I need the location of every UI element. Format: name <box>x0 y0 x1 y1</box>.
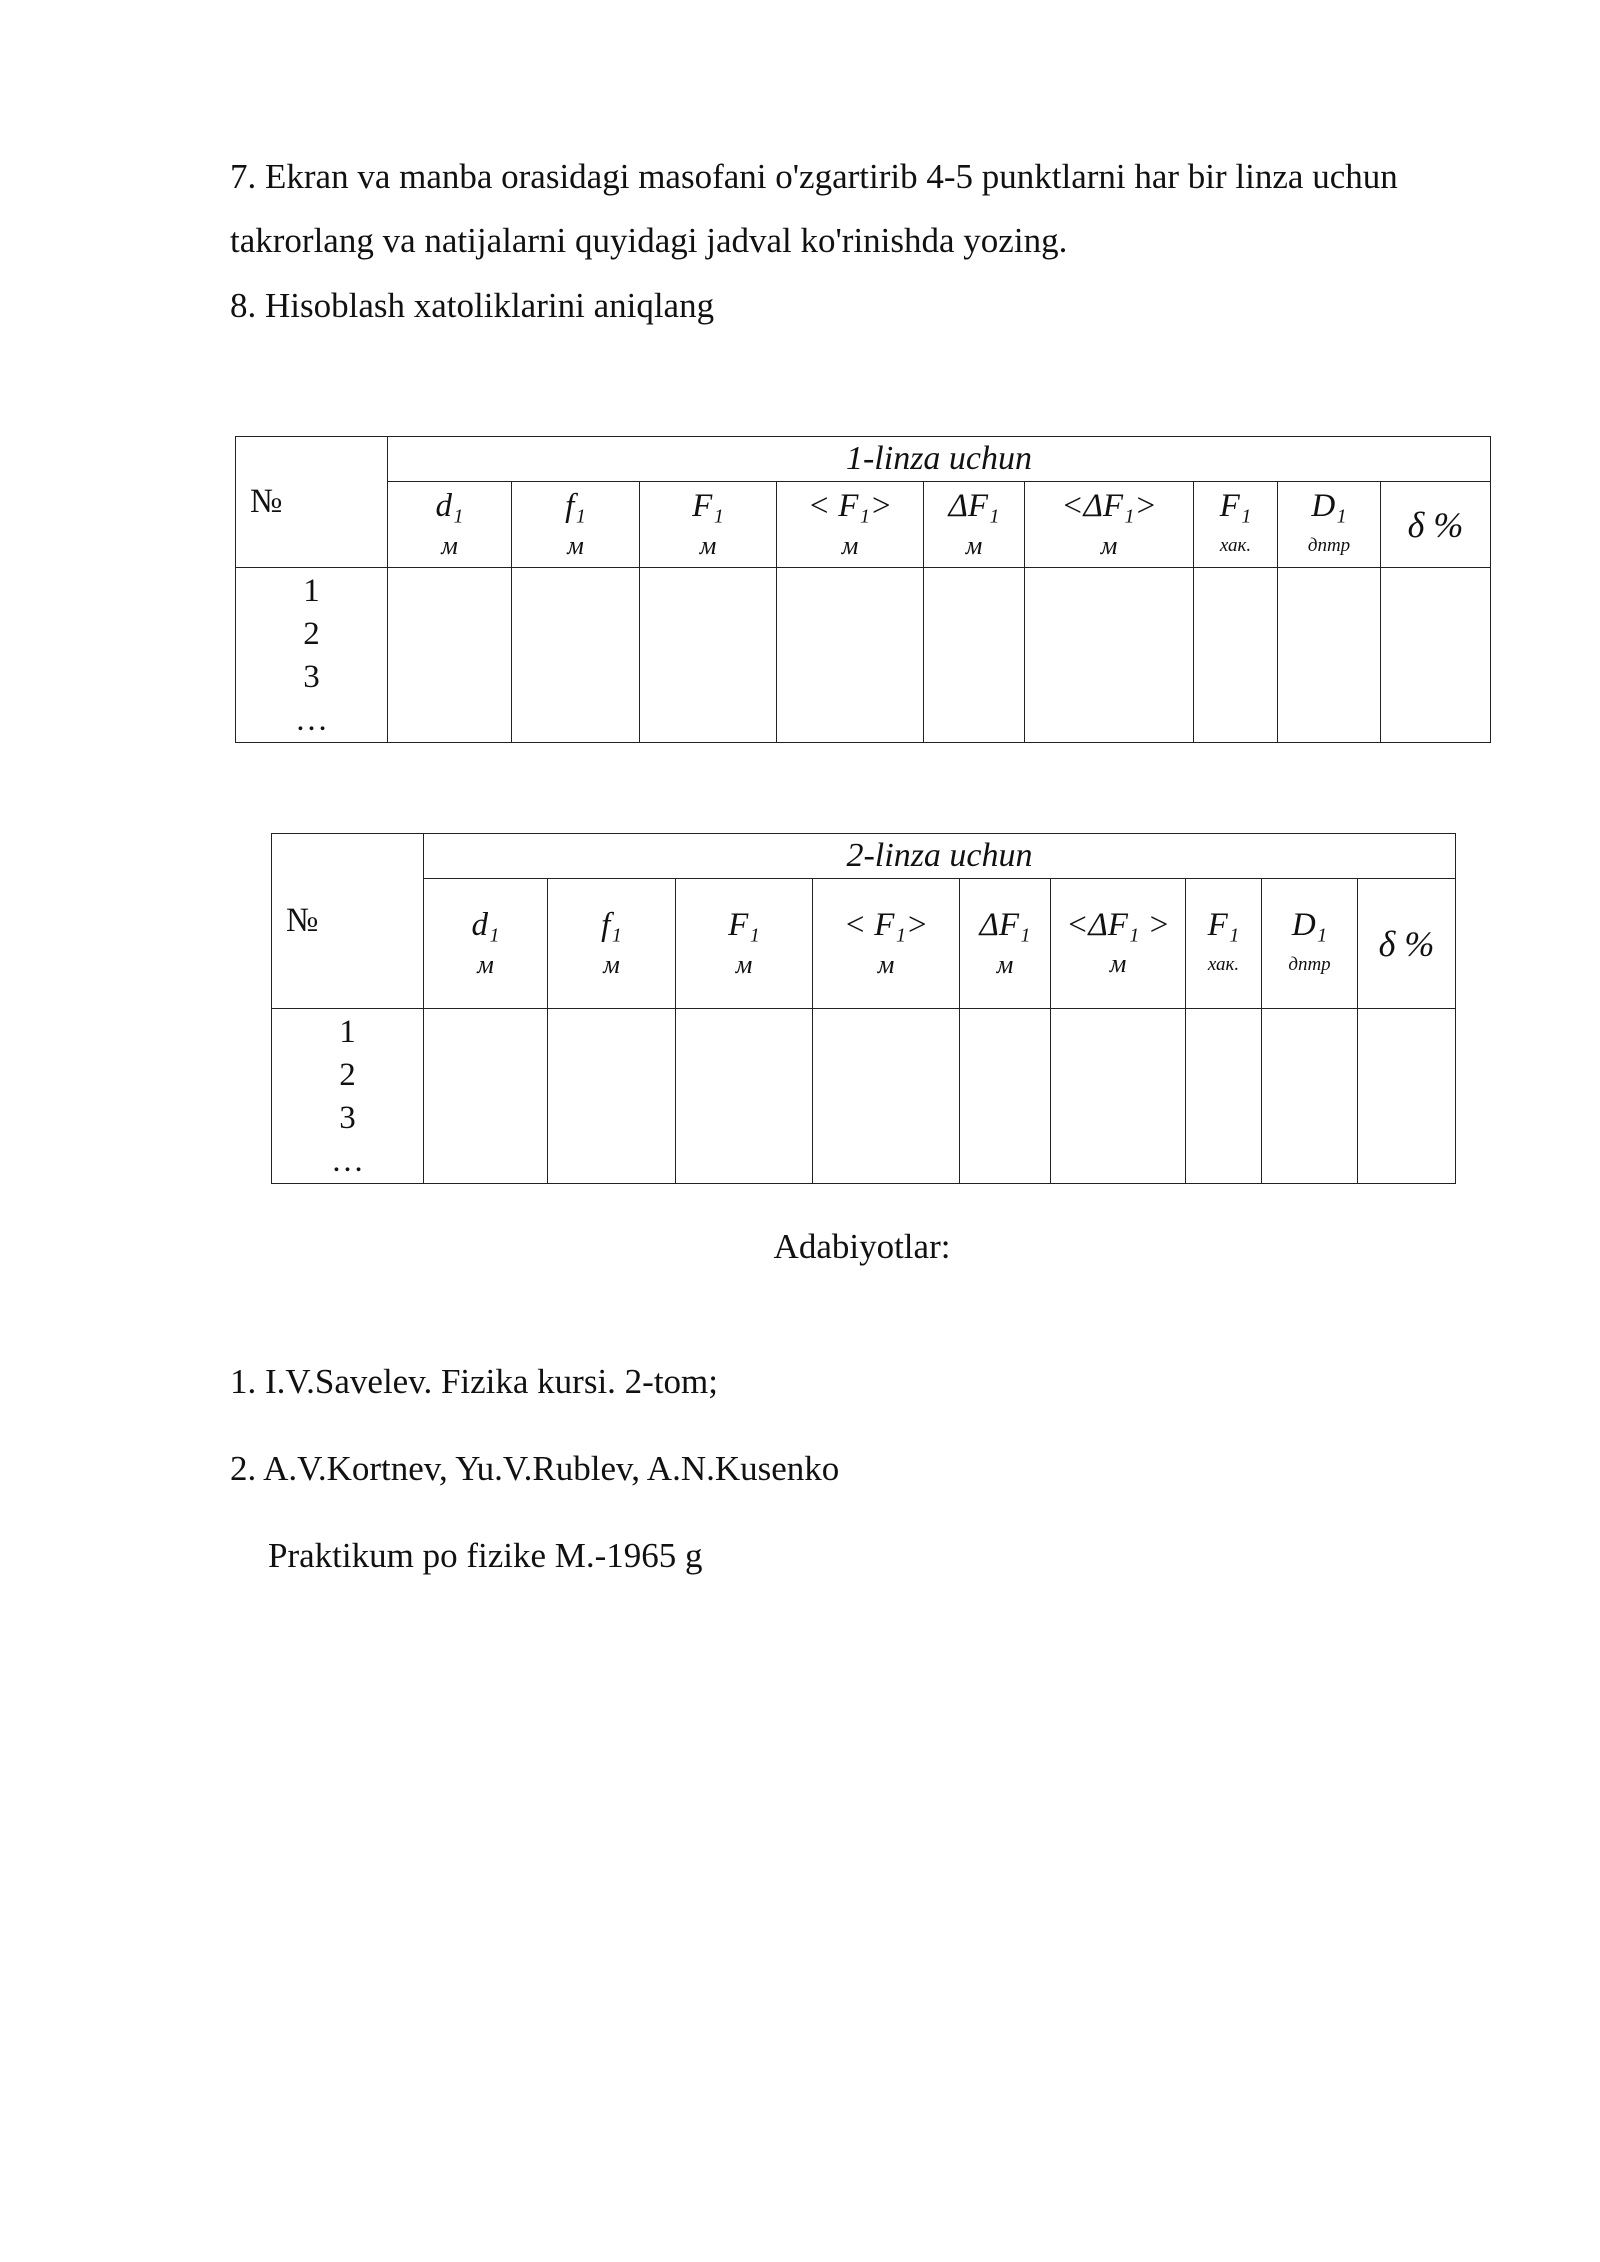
col-header-F1: F₁ м <box>676 879 813 1009</box>
lens-1-table <box>235 436 1491 743</box>
reference-2-continued: Praktikum po fizike M.-1965 g <box>268 1536 703 1575</box>
data-cell <box>676 1009 813 1184</box>
col-header-D1: D₁ дптр <box>1278 482 1381 568</box>
paragraph-8: 8. Hisoblash xatoliklarini aniqlang <box>230 286 715 325</box>
col-header-mean-delta-F1: <ΔF₁ > м <box>1051 879 1186 1009</box>
col-header-delta-F1: ΔF₁ м <box>960 879 1051 1009</box>
number-header: № <box>236 437 388 568</box>
paragraph-7-line-1: 7. Ekran va manba orasidagi masofani o'zgartirib 4-5 punktlarni har bir linza uchun <box>230 157 1398 196</box>
col-header-delta-percent: δ % <box>1358 879 1456 1009</box>
references-heading: Adabiyotlar: <box>773 1227 951 1266</box>
col-header-mean-delta-F1: <ΔF₁> м <box>1025 482 1194 568</box>
data-cell <box>1381 568 1491 743</box>
lens-2-table <box>271 833 1456 1184</box>
row-numbers: 1 2 3 … <box>236 568 388 743</box>
data-cell <box>1358 1009 1456 1184</box>
col-header-mean-F1: < F₁> м <box>777 482 924 568</box>
col-header-D1: D₁ дптр <box>1262 879 1358 1009</box>
col-header-d1: d₁ м <box>388 482 512 568</box>
col-header-delta-percent: δ % <box>1381 482 1491 568</box>
data-cell <box>1025 568 1194 743</box>
col-header-d1: d₁ м <box>424 879 548 1009</box>
number-header: № <box>272 834 424 1009</box>
data-cell <box>512 568 640 743</box>
data-cell <box>1186 1009 1262 1184</box>
col-header-F1: F₁ м <box>640 482 777 568</box>
data-cell <box>777 568 924 743</box>
col-header-f1: f₁ м <box>548 879 676 1009</box>
data-cell <box>424 1009 548 1184</box>
col-header-F1-true: F₁ хак. <box>1186 879 1262 1009</box>
data-cell <box>1194 568 1278 743</box>
col-header-f1: f₁ м <box>512 482 640 568</box>
reference-2: 2. A.V.Kortnev, Yu.V.Rublev, A.N.Kusenko <box>230 1449 840 1488</box>
data-cell <box>813 1009 960 1184</box>
reference-1: 1. I.V.Savelev. Fizika kursi. 2-tom; <box>230 1362 719 1401</box>
table-title: 2-linza uchun <box>424 834 1456 879</box>
table-title: 1-linza uchun <box>388 437 1491 482</box>
col-header-delta-F1: ΔF₁ м <box>924 482 1025 568</box>
paragraph-7-line-2: takrorlang va natijalarni quyidagi jadval ko'rinishda yozing. <box>230 221 1068 260</box>
data-cell <box>1262 1009 1358 1184</box>
col-header-mean-F1: < F₁> м <box>813 879 960 1009</box>
row-numbers: 1 2 3 … <box>272 1009 424 1184</box>
data-cell <box>640 568 777 743</box>
data-cell <box>388 568 512 743</box>
data-cell <box>1051 1009 1186 1184</box>
data-cell <box>1278 568 1381 743</box>
data-cell <box>548 1009 676 1184</box>
data-cell <box>960 1009 1051 1184</box>
col-header-F1-true: F₁ хак. <box>1194 482 1278 568</box>
data-cell <box>924 568 1025 743</box>
